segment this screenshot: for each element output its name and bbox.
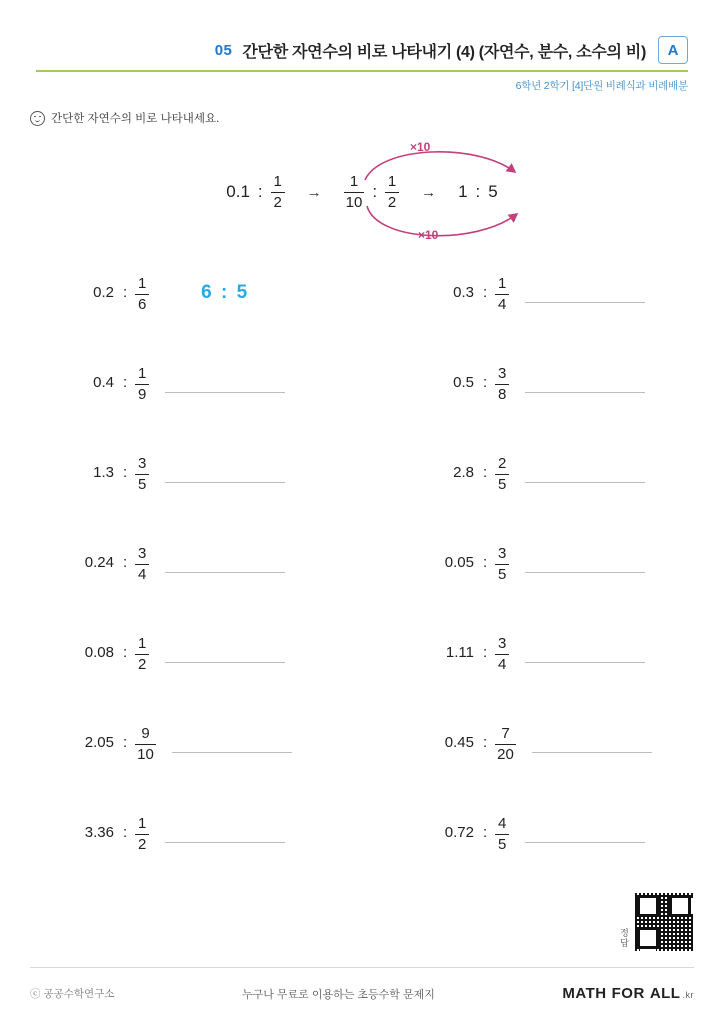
fraction-bar — [385, 192, 399, 193]
problem-fraction — [135, 276, 149, 313]
answer-field[interactable] — [532, 752, 652, 753]
numerator: 1 — [138, 815, 147, 832]
fraction-bar — [135, 384, 149, 385]
problem-fraction — [135, 636, 149, 673]
problem-colon: : — [483, 284, 488, 301]
denominator: 9 — [138, 385, 147, 403]
answer-field[interactable] — [525, 842, 645, 843]
problem-colon: : — [123, 734, 128, 751]
problem-colon: : — [483, 374, 488, 391]
problem-row — [0, 718, 724, 808]
problem-row — [0, 808, 724, 898]
fraction-bar — [135, 744, 156, 745]
denominator: 2 — [387, 193, 397, 211]
numerator: 3 — [498, 365, 507, 382]
problem-row — [0, 268, 724, 358]
brand-word-1: MATH — [562, 985, 607, 1002]
problem-fraction — [135, 726, 156, 763]
numerator: 1 — [273, 173, 282, 190]
numerator: 4 — [498, 815, 507, 832]
problem-decimal: 0.24 — [84, 554, 114, 571]
answer-field[interactable] — [165, 282, 285, 308]
problem-item — [362, 358, 724, 403]
problem-decimal: 0.4 — [93, 374, 114, 391]
denominator: 5 — [498, 835, 507, 853]
problem-row — [0, 628, 724, 718]
denominator: 2 — [273, 193, 282, 211]
problem-item — [362, 718, 724, 763]
problem-fraction — [135, 456, 149, 493]
problem-item — [362, 268, 724, 313]
brand-word-3: ALL — [649, 985, 681, 1002]
header-subtitle: 6학년 2학기 [4]단원 비례식과 비례배분 — [515, 80, 688, 92]
problem-item — [0, 718, 362, 763]
problem-decimal: 1.11 — [445, 644, 474, 661]
fraction-bar — [135, 834, 149, 835]
fraction-bar — [135, 294, 149, 295]
problem-decimal: 1.3 — [93, 464, 114, 481]
problem-colon: : — [123, 644, 128, 661]
answer-field[interactable] — [165, 842, 285, 843]
example-arrow-2: → — [421, 183, 437, 201]
denominator: 20 — [497, 745, 514, 763]
example-arrow-1: → — [306, 183, 322, 201]
numerator: 1 — [349, 173, 359, 190]
problem-decimal: 0.08 — [84, 644, 114, 661]
problem-fraction — [135, 546, 149, 583]
instruction-text: 간단한 자연수의 비로 나타내세요. — [51, 113, 220, 125]
answer-field[interactable] — [525, 572, 645, 573]
example-step1-colon: : — [257, 182, 263, 202]
page-header — [0, 34, 724, 94]
fraction-bar — [495, 834, 509, 835]
problem-colon: : — [123, 374, 128, 391]
problem-colon: : — [123, 824, 128, 841]
problem-fraction — [495, 366, 509, 403]
numerator: 3 — [138, 455, 147, 472]
problem-fraction — [495, 816, 509, 853]
denominator: 8 — [498, 385, 507, 403]
numerator: 1 — [498, 275, 507, 292]
fraction-bar — [495, 294, 509, 295]
problem-colon: : — [123, 284, 128, 301]
multiplier-bottom-label: ×10 — [418, 228, 439, 242]
denominator: 4 — [498, 295, 507, 313]
problem-fraction — [495, 636, 509, 673]
answer-text: 6 : 5 — [201, 282, 250, 303]
numerator: 2 — [498, 455, 507, 472]
fraction-bar — [495, 384, 509, 385]
problem-grid — [0, 268, 724, 898]
copyright-text: ⓒ 공공수학연구소 — [30, 988, 115, 1000]
problem-row — [0, 448, 724, 538]
page-footer — [30, 985, 694, 1002]
fraction-bar — [135, 564, 149, 565]
answer-field[interactable] — [165, 572, 285, 573]
denominator: 5 — [138, 475, 147, 493]
numerator: 1 — [138, 635, 147, 652]
problem-decimal: 0.2 — [93, 284, 114, 301]
example-step3-colon: : — [475, 182, 481, 202]
fraction-bar — [495, 654, 509, 655]
problem-fraction — [495, 546, 509, 583]
header-divider — [36, 70, 688, 72]
numerator: 1 — [138, 365, 147, 382]
problem-item — [0, 538, 362, 583]
numerator: 1 — [387, 173, 397, 190]
example-step2-colon: : — [372, 182, 378, 202]
answer-field[interactable] — [525, 392, 645, 393]
brand-logo — [562, 985, 694, 1002]
fraction-bar — [495, 744, 516, 745]
problem-decimal: 3.36 — [84, 824, 114, 841]
problem-colon: : — [123, 554, 128, 571]
denominator: 6 — [138, 295, 147, 313]
problem-item — [0, 448, 362, 493]
answer-field[interactable] — [165, 482, 285, 483]
problem-item — [0, 808, 362, 853]
numerator: 1 — [138, 275, 147, 292]
fraction-bar — [271, 192, 285, 193]
denominator: 10 — [137, 745, 154, 763]
fraction-bar — [344, 192, 365, 193]
problem-decimal: 0.45 — [444, 734, 474, 751]
problem-decimal: 0.5 — [453, 374, 474, 391]
denominator: 10 — [345, 193, 363, 211]
fraction-bar — [135, 474, 149, 475]
problem-fraction — [495, 276, 509, 313]
footer-divider — [30, 967, 694, 968]
problem-decimal: 0.72 — [444, 824, 474, 841]
numerator: 9 — [141, 725, 150, 742]
problem-fraction — [495, 726, 516, 763]
problem-colon: : — [483, 464, 488, 481]
problem-fraction — [135, 816, 149, 853]
unit-number: 05 — [214, 41, 233, 59]
example-step1-fraction — [271, 174, 285, 211]
example-step1-decimal: 0.1 — [226, 182, 250, 202]
example-block — [0, 140, 724, 250]
problem-colon: : — [483, 644, 488, 661]
denominator: 2 — [138, 835, 147, 853]
problem-item — [0, 358, 362, 403]
denominator: 2 — [138, 655, 147, 673]
answer-field[interactable] — [172, 752, 292, 753]
qr-label: 정답 — [619, 928, 629, 948]
problem-item — [0, 268, 362, 313]
example-step-3 — [458, 182, 498, 202]
fraction-bar — [495, 474, 509, 475]
denominator: 5 — [498, 475, 507, 493]
numerator: 3 — [498, 635, 507, 652]
level-badge: A — [658, 36, 688, 64]
problem-decimal: 2.05 — [84, 734, 114, 751]
denominator: 4 — [498, 655, 507, 673]
answer-qr-area[interactable] — [618, 892, 694, 952]
problem-row — [0, 538, 724, 628]
numerator: 3 — [138, 545, 147, 562]
problem-row — [0, 358, 724, 448]
qr-code-icon[interactable] — [634, 892, 694, 952]
answer-field[interactable] — [525, 662, 645, 663]
problem-colon: : — [483, 554, 488, 571]
multiplier-top-label: ×10 — [410, 140, 431, 154]
problem-colon: : — [483, 734, 488, 751]
header-title-row — [36, 36, 688, 64]
problem-fraction — [135, 366, 149, 403]
answer-field[interactable] — [165, 392, 285, 393]
answer-field[interactable] — [165, 662, 285, 663]
problem-item — [362, 628, 724, 673]
brand-tld: .kr — [682, 990, 694, 1000]
problem-item — [362, 808, 724, 853]
footer-tagline: 누구나 무료로 이용하는 초등수학 문제지 — [241, 988, 435, 1001]
answer-field[interactable] — [525, 482, 645, 483]
problem-decimal: 0.3 — [453, 284, 474, 301]
numerator: 7 — [501, 725, 510, 742]
brand-word-2: FOR — [611, 985, 645, 1002]
problem-item — [362, 448, 724, 493]
numerator: 3 — [498, 545, 507, 562]
answer-field[interactable] — [525, 302, 645, 303]
problem-item — [362, 538, 724, 583]
smiley-icon — [30, 111, 45, 126]
example-step-1 — [226, 174, 284, 211]
problem-fraction — [495, 456, 509, 493]
denominator: 4 — [138, 565, 147, 583]
instruction-row — [30, 110, 219, 126]
problem-colon: : — [123, 464, 128, 481]
fraction-bar — [495, 564, 509, 565]
page-title: 간단한 자연수의 비로 나타내기 (4) (자연수, 분수, 소수의 비) — [242, 43, 646, 61]
fraction-bar — [135, 654, 149, 655]
problem-decimal: 0.05 — [444, 554, 474, 571]
multiply-arrow-bottom-icon — [355, 202, 535, 248]
problem-decimal: 2.8 — [453, 464, 474, 481]
denominator: 5 — [498, 565, 507, 583]
example-step3-right: 5 — [488, 182, 498, 202]
example-step3-left: 1 — [458, 182, 468, 202]
problem-colon: : — [483, 824, 488, 841]
problem-item — [0, 628, 362, 673]
